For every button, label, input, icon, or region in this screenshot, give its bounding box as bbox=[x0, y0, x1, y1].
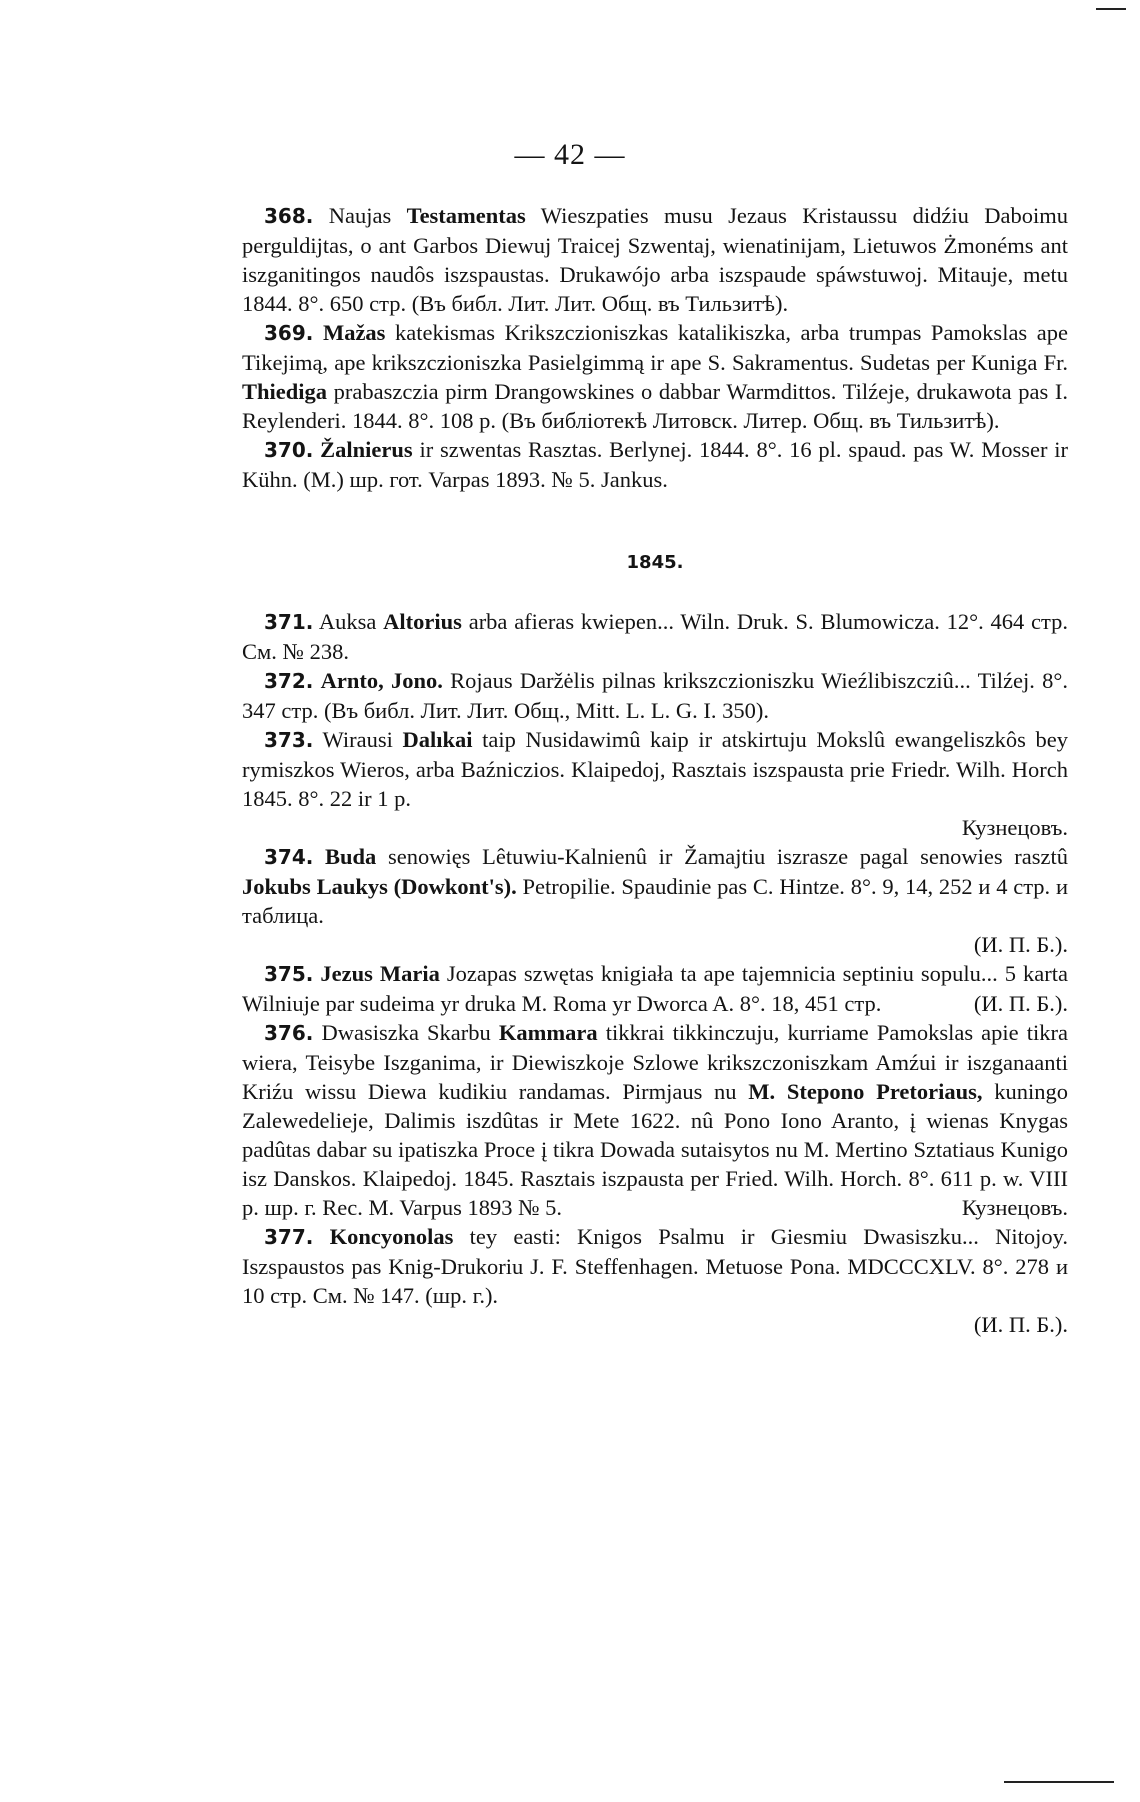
entry-text: Dwasiszka Skarbu bbox=[313, 1020, 499, 1045]
entry-title: Testamentas bbox=[406, 203, 526, 228]
page-number: — 42 — bbox=[514, 138, 626, 171]
entry-text: arba afieras kwiepen... Wiln. Druk. S. Blumowicza. 12°. 464 стр. См. № 238. bbox=[242, 609, 1068, 664]
entry-title: Kammara bbox=[498, 1020, 598, 1045]
entry-text bbox=[313, 320, 323, 345]
entry-number: 372. bbox=[264, 669, 314, 693]
entry-number: 370. bbox=[264, 438, 314, 462]
entry-text bbox=[313, 668, 320, 693]
year-heading: 1845. bbox=[626, 552, 684, 573]
entry-number: 375. bbox=[264, 962, 314, 986]
entry-text: tikkrai tikkinczuju, kurriame Pamokslas apie tikra wiera, Teisybe Iszganima, ir Diewiszkoje Szlowe krikszczoniszkam Amźui ir iszganaanti Kriźu wissu Diewa kudikiu randamas. Pirmjaus nu bbox=[242, 1020, 1068, 1104]
entries-before bbox=[242, 201, 1068, 494]
corner-mark bbox=[1096, 8, 1126, 10]
entry-signature: (И. П. Б.). bbox=[973, 1312, 1068, 1337]
entry-text: Rojaus Daržėlis pilnas krikszczioniszku Wieźlibiszcziû... Tilźej. 8°. 347 стр. (Въ библ. Лит. Лит. Общ., Mitt. L. L. G. I. 350). bbox=[242, 668, 1068, 723]
entry-text: Wieszpaties musu Jezaus Kristaussu didźiu Daboimu perguldijtas, o ant Garbos Diewuj Traicej Szwentaj, wienatinijam, Lietuwos Żmonéms ant iszganitingos naudôs iszspaustas. Drukawójo arba iszspaude spáwstuwoj. Mitauje, metu 1844. 8°. 650 стр. (Въ библ. Лит. Лит. Общ. въ Тильзитѣ). bbox=[242, 203, 1068, 316]
entry-signature: Кузнецовъ. bbox=[961, 815, 1068, 840]
entry-signature: (И. П. Б.). bbox=[973, 991, 1068, 1016]
entry-text: tey easti: Knigos Psalmu ir Giesmiu Dwasiszku... Nitojoy. Iszspaustos pas Knig-Drukoriu J. F. Steffenhagen. Metuose Pona. MDCCCXLV. 8°. 278 и 10 стр. См. № 147. (шр. г.). bbox=[242, 1224, 1068, 1308]
corner-mark bbox=[1004, 1781, 1114, 1783]
entry-number: 368. bbox=[264, 204, 314, 228]
entry-title: Jezus Maria bbox=[320, 961, 440, 986]
entry-text: taip Nusidawimû kaip ir atskirtuju Mokslû ewangeliszkôs bey rymiszkos Wieros, arba Baźniczios. Klaipedoj, Rasztais iszspausta prie Friedr. Wilh. Horch 1845. 8°. 22 ir 1 p. bbox=[242, 727, 1068, 811]
entry-title: Mažas bbox=[322, 320, 386, 345]
entry-title: Altorius bbox=[383, 609, 462, 634]
bibliography-entry bbox=[242, 1222, 1068, 1339]
bibliography-entry bbox=[242, 959, 1068, 1018]
entry-text: kuningo Zalewedelieje, Dalimis iszdûtas ir Mete 1622. nû Pono Iono Aranto, į wienas Knygas padûtas dabar su ipatiszka Proce į tikra Dowada sutaisytos nu M. Mertino Sztatiaus Kunigo isz Danskos. Klaipedoj. 1845. Rasztais iszpausta per Fried. Wilh. Horch. 8°. 611 p. w. VIII p. шр. г. Rec. M. Varpus 1893 № 5. bbox=[242, 1079, 1068, 1220]
bibliography-entry bbox=[242, 318, 1068, 435]
bibliography-entry bbox=[242, 435, 1068, 494]
bibliography-entry bbox=[242, 1018, 1068, 1222]
entry-number: 369. bbox=[264, 321, 314, 345]
bibliography-entry bbox=[242, 842, 1068, 959]
entry-text: Wirausi bbox=[313, 727, 403, 752]
entry-signature: Кузнецовъ. bbox=[961, 1195, 1068, 1220]
bibliography-entry bbox=[242, 725, 1068, 842]
entry-number: 376. bbox=[264, 1021, 314, 1045]
entry-text: Jozapas szwętas knigiała ta ape tajemnicia septiniu sopulu... 5 karta Wilniuje par sudeima yr druka M. Roma yr Dworca A. 8°. 18, 451 стр. bbox=[242, 961, 1069, 1016]
entry-signature: (И. П. Б.). bbox=[973, 932, 1068, 957]
entry-text: Petropilie. Spaudinie pas C. Hintze. 8°. 9, 14, 252 и 4 стр. и таблица. bbox=[242, 874, 1068, 928]
entry-text: senowięs Lêtuwiu-Kalnienû ir Žamajtiu iszrasze pagal senowies rasztû bbox=[376, 844, 1069, 869]
entry-number: 374. bbox=[264, 845, 314, 869]
bibliography-entry bbox=[242, 201, 1068, 318]
entry-title: Jokubs Laukys (Dowkont's). bbox=[242, 874, 517, 899]
entry-title: Thiediga bbox=[242, 379, 328, 404]
entry-number: 377. bbox=[264, 1225, 314, 1249]
entry-title: Arnto, Jono. bbox=[320, 668, 443, 693]
entry-number: 373. bbox=[264, 728, 314, 752]
entry-title: Žalnierus bbox=[320, 437, 413, 462]
bibliography-entry bbox=[242, 666, 1068, 725]
entry-number: 371. bbox=[264, 610, 314, 634]
entry-text: prabaszczia pirm Drangowskines o dabbar Warmdittos. Tilźeje, drukawota pas I. Reylenderi. 1844. 8°. 108 p. (Въ библіотекѣ Литовск. Литер. Общ. въ Тильзитѣ). bbox=[242, 379, 1068, 433]
entry-text: Naujas bbox=[313, 203, 407, 228]
bibliography-entry bbox=[242, 607, 1068, 666]
entry-text: ir szwentas Rasztas. Berlynej. 1844. 8°. 16 pl. spaud. pas W. Mosser ir Kühn. (M.) шр. гот. Varpas 1893. № 5. Jankus. bbox=[242, 437, 1068, 492]
entries-after bbox=[242, 607, 1068, 1339]
entry-text: Auksa bbox=[313, 609, 384, 634]
entry-title: M. Stepono Pretoriaus, bbox=[748, 1079, 983, 1104]
entry-title: Buda bbox=[325, 844, 377, 869]
entry-title: Dalıkai bbox=[402, 727, 473, 752]
entry-text: katekismas Krikszczioniszkas katalikiszka, arba trumpas Pamokslas ape Tikejimą, ape krikszczioniszka Pasielgimmą ir ape S. Sakramentus. Sudetas per Kuniga Fr. bbox=[242, 320, 1068, 375]
entry-text bbox=[313, 1224, 329, 1249]
bibliography-body bbox=[242, 201, 1068, 1339]
entry-title: Koncyonolas bbox=[329, 1224, 454, 1249]
entry-text bbox=[313, 844, 325, 869]
